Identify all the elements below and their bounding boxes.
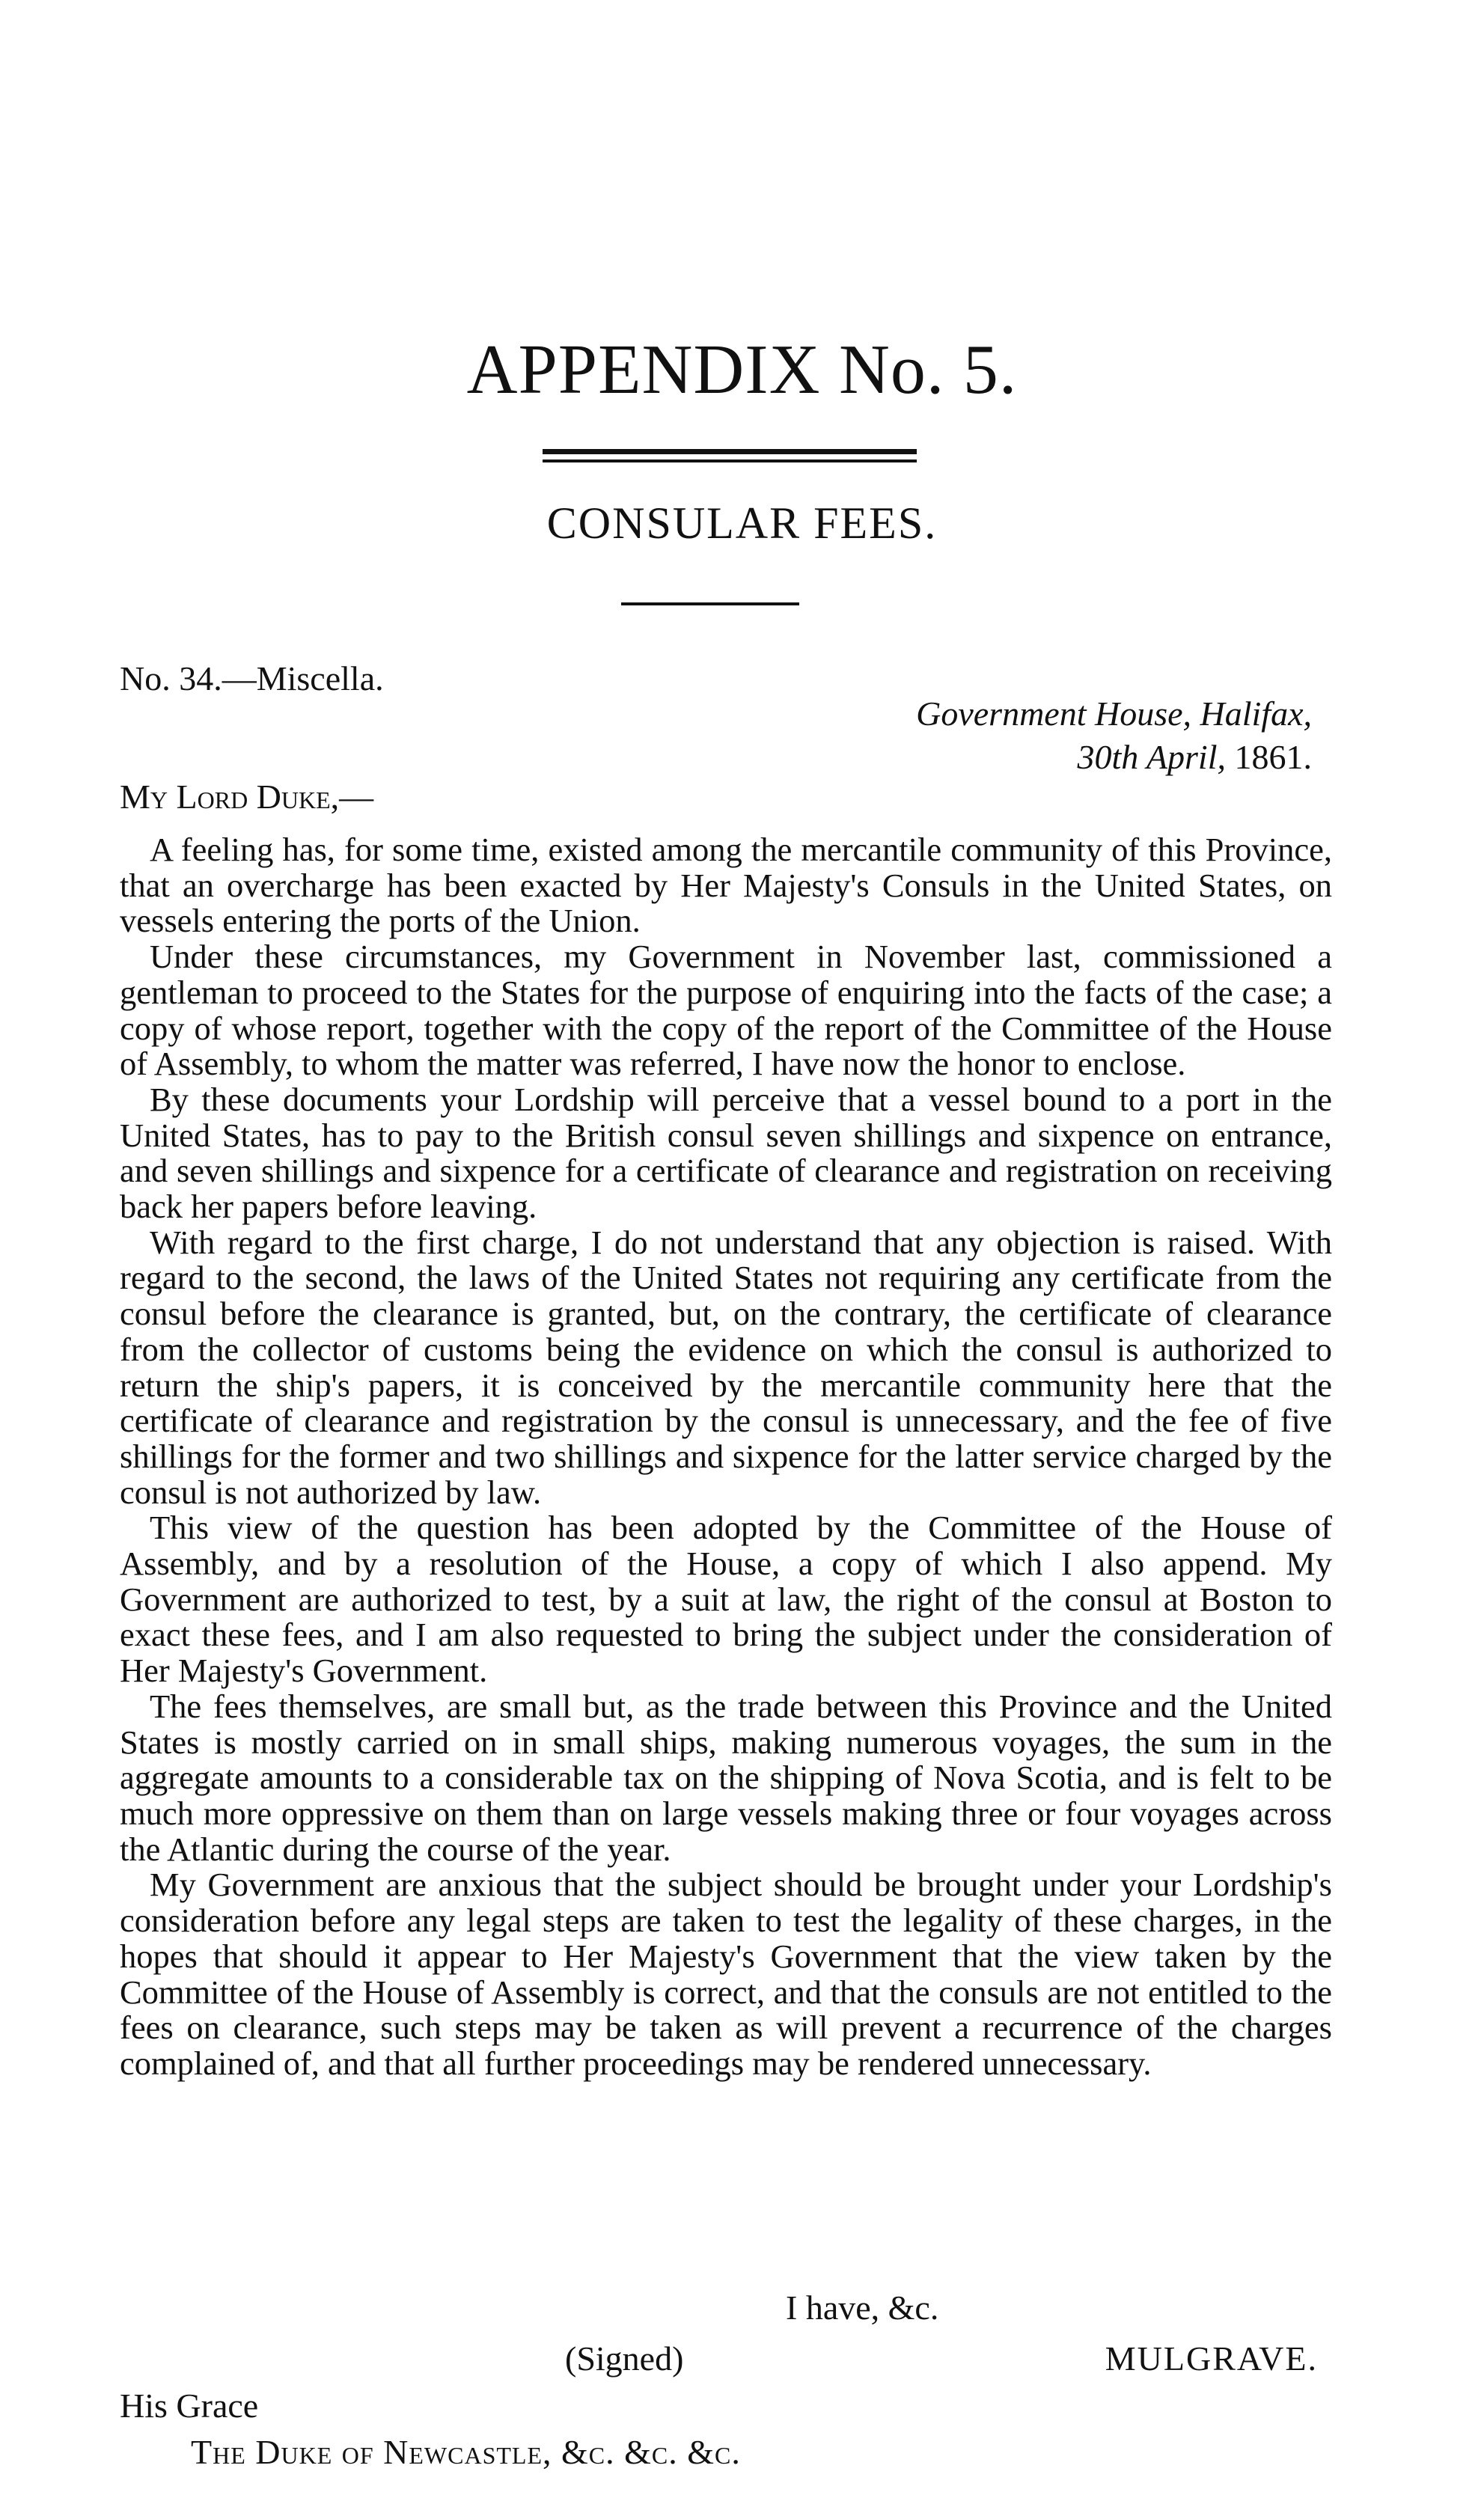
dateline-year: 1861. <box>1234 738 1312 776</box>
signatory: MULGRAVE. <box>1105 2339 1318 2378</box>
dateline-day-month: 30th April, <box>1077 738 1235 776</box>
paragraph: This view of the question has been adopted by the Committee of the House of Assembly, and by a resolution of the House, a copy of which I also append. My Government are authorized to test, by a suit at law, the right of the consul at Boston to exact these fees, and I am also requested to bring the subject under the consideration of Her Majesty's Government. <box>120 1509 1332 1690</box>
paragraph: Under these circumstances, my Government in November last, commissioned a gentleman to proceed to the States for the purpose of enquiring into the facts of the case; a copy of whose report, together with the copy of the report of the Committee of the House of Assembly, to whom the matter was referred, I have now the honor to enclose. <box>120 938 1332 1083</box>
closing: I have, &c. <box>786 2288 939 2327</box>
addressee-line-1: His Grace <box>120 2387 259 2425</box>
paragraph: With regard to the first charge, I do not understand that any objection is raised. With regard to the second, the laws of the United States not requiring any certificate from the consul before the clearance is granted, but, on the contrary, the certificate of clearance from the collector of customs being the evidence on which the consul is authorized to return the ship's papers, it is conceived by the mercantile community here that the certificate of clearance and registration by the consul is unnecessary, and the fee of five shillings for the former and two shillings and sixpence for the latter service charged by the consul is not authorized by law. <box>120 1223 1332 1511</box>
dateline-place: Government House, Halifax, <box>916 694 1312 733</box>
addressee-line-2: The Duke of Newcastle, &c. &c. &c. <box>191 2433 741 2471</box>
subtitle-rule <box>621 602 799 605</box>
title-double-rule <box>543 449 917 462</box>
paragraph: By these documents your Lordship will perceive that a vessel bound to a port in the United States, has to pay to the British consul seven shillings and sixpence on entrance, and seven shillings and sixpence for a certificate of clearance and registration on receiving back her papers before leaving. <box>120 1080 1332 1226</box>
dateline-date <box>916 736 1312 779</box>
dateline <box>916 692 1312 779</box>
signed-label: (Signed) <box>565 2339 684 2378</box>
reference-number: No. 34.—Miscella. <box>120 659 384 697</box>
paragraph: A feeling has, for some time, existed among the mercantile community of this Province, that an overcharge has been exacted by Her Majesty's Consuls in the United States, on vessels entering the ports of the Union. <box>120 831 1332 940</box>
paragraph: My Government are anxious that the subject should be brought under your Lordship's consideration before any legal steps are taken to test the legality of these charges, in the hopes that should it appear to Her Majesty's Government that the view taken by the Committee of the House of Assembly is correct, and that the consuls are not entitled to the fees on clearance, such steps may be taken as will prevent a recurrence of the charges complained of, and that all further proceedings may be rendered unnecessary. <box>120 1866 1332 2082</box>
page-subtitle: CONSULAR FEES. <box>546 498 938 548</box>
salutation: My Lord Duke,— <box>120 778 374 816</box>
page-title: APPENDIX No. 5. <box>466 331 1018 409</box>
letter-body <box>120 832 1332 2082</box>
paragraph: The fees themselves, are small but, as the trade between this Province and the United States is mostly carried on in small ships, making numerous voyages, the sum in the aggregate amounts to a considerable tax on the shipping of Nova Scotia, and is felt to be much more oppressive on them than on large vessels making three or four voyages across the Atlantic during the course of the year. <box>120 1687 1332 1868</box>
